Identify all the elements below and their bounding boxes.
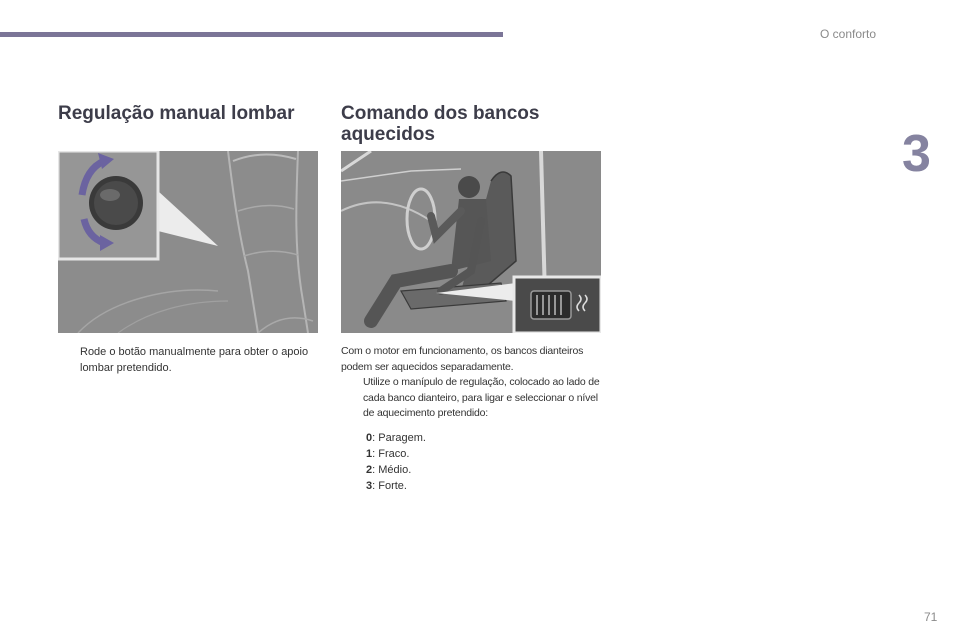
lumbar-instruction — [58, 344, 318, 376]
heating-level: 0: Paragem. — [366, 432, 426, 444]
lumbar-title: Regulação manual lombar — [58, 103, 295, 124]
lumbar-illustration — [58, 151, 318, 333]
heated-seats-illustration — [341, 151, 601, 333]
lumbar-instruction-text: Rode o botão manualmente para obter o apoio lombar pretendido. — [80, 346, 309, 374]
chapter-number: 3 — [902, 125, 931, 183]
heated-seats-intro: Com o motor em funcionamento, os bancos dianteiros podem ser aquecidos separadamente. — [341, 345, 584, 373]
heated-seats-instruction — [341, 375, 611, 422]
heating-levels-list — [366, 430, 426, 494]
section-name: O conforto — [820, 27, 877, 41]
page-number: 71 — [924, 610, 938, 624]
heated-seats-title: Comando dos bancos aquecidos — [341, 103, 540, 145]
heated-seats-instruction-text: Utilize o manípulo de regulação, colocado ao lado de cada banco dianteiro, para ligar e seleccionar o nível de aquecimento pretendido: — [363, 376, 600, 419]
heated-seats-text — [341, 344, 611, 422]
lumbar-seat-drawing — [58, 151, 318, 333]
header-accent-bar — [0, 32, 503, 37]
heating-level: 3: Forte. — [366, 480, 407, 492]
heating-level: 1: Fraco. — [366, 448, 410, 460]
heated-seats-drawing — [341, 151, 601, 333]
heating-level: 2: Médio. — [366, 464, 412, 476]
